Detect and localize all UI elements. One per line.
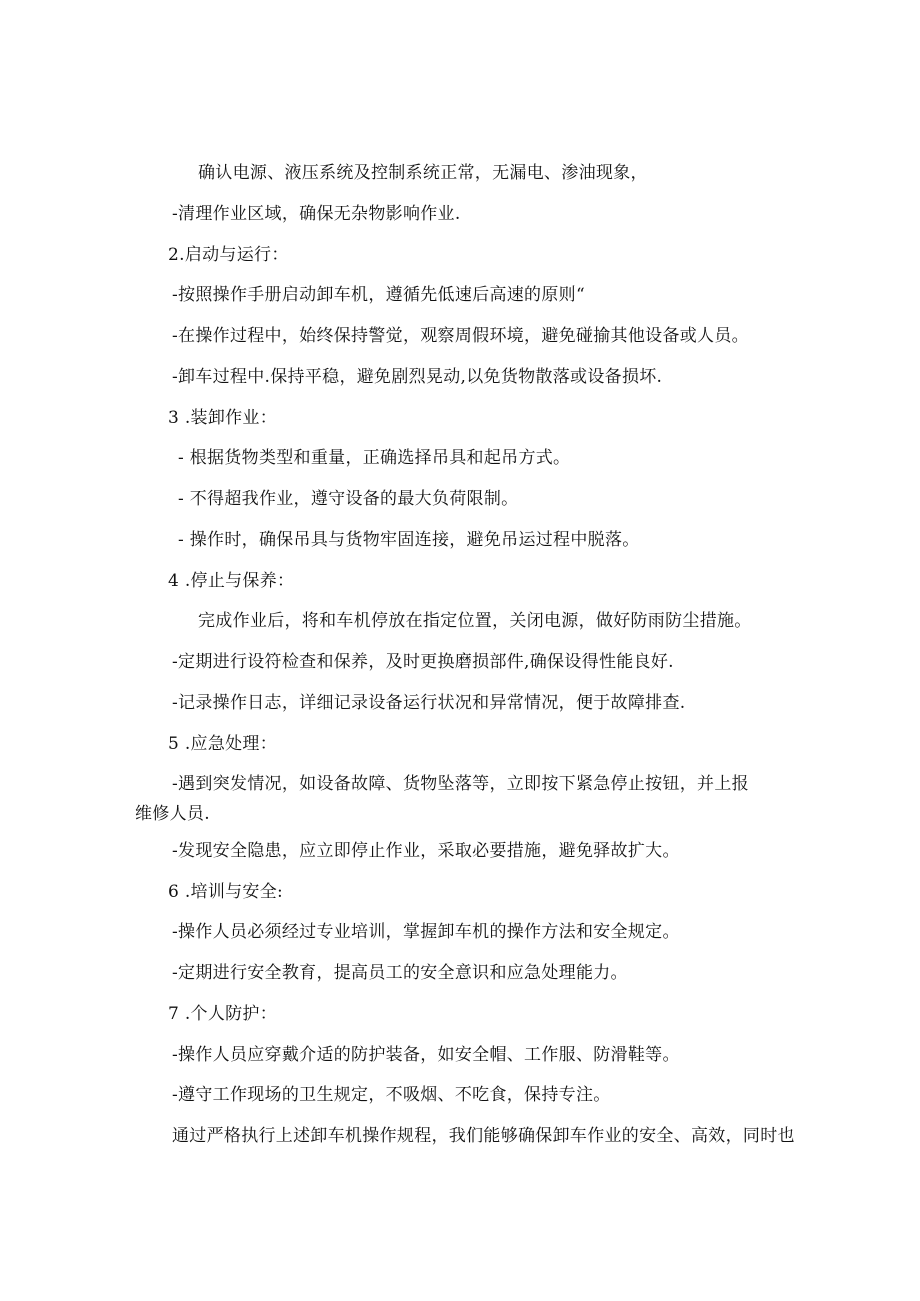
text-line-8: - 根据货物类型和重量，正确选择吊具和起吊方式。 [178,448,571,468]
text-line-4: -按照操作手册启动卸车机，遵循先低速后高速的原则“ [172,285,585,305]
text-line-1: 确认电源、液压系统及控制系统正常，无漏电、渗油现象， [198,163,648,183]
text-line-19: -操作人员必须经过专业培训，掌握卸车机的操作方法和安全规定。 [172,922,680,942]
text-line-6: -卸车过程中.保持平稳，避免剧烈晃动,以免货物散落或设备损坏. [172,367,663,387]
text-line-24: 通过严格执行上述卸车机操作规程，我们能够确保卸车作业的安全、高效，同时也 [172,1126,795,1146]
text-line-23: -遵守工作现场的卫生规定，不吸烟、不吃食，保持专注。 [172,1085,611,1105]
text-line-22: -操作人员应穿戴介适的防护装备，如安全帽、工作服、防滑鞋等。 [172,1045,680,1065]
section-heading-2: 2.启动与运行： [168,245,289,265]
text-line-14: -记录操作日志，详细记录设备运行状况和异常情况，便于故障排查. [172,693,686,713]
text-line-13: -定期进行设符检查和保养，及时更换磨损部件,确保设得性能良好. [172,652,674,672]
text-line-12: 完成作业后，将和车机停放在指定位置，关闭电源，做好防雨防尘措施。 [198,611,752,631]
section-heading-7: 7 .个人防护： [168,1004,278,1024]
section-heading-4: 4 .停止与保养： [168,571,295,591]
section-heading-5: 5 .应急处理： [168,734,278,754]
text-line-17: -发现安全隐患，应立即停止作业，采取必要措施，避免驿故扩大。 [172,841,680,861]
text-line-16: -遇到突发情况，如设备故障、货物坠落等，立即按下紧急停止按钮，并上报维修人员. [135,774,749,824]
text-line-5: -在操作过程中，始终保持警觉，观察周假环境，避免碰揄其他设备或人员。 [172,326,749,346]
text-line-20: -定期进行安全教育，提高员工的安全意识和应急处理能力。 [172,963,628,983]
text-line-9: - 不得超我作业，遵守设备的最大负荷限制。 [178,489,519,509]
section-heading-3: 3 .装卸作业： [168,408,278,428]
text-line-2: -清理作业区域，确保无杂物影响作业. [172,204,461,224]
text-line-10: - 操作时，确保吊具与货物牢固连接，避免吊运过程中脱落。 [178,530,640,550]
section-heading-6: 6 .培训与安全: [168,882,284,902]
